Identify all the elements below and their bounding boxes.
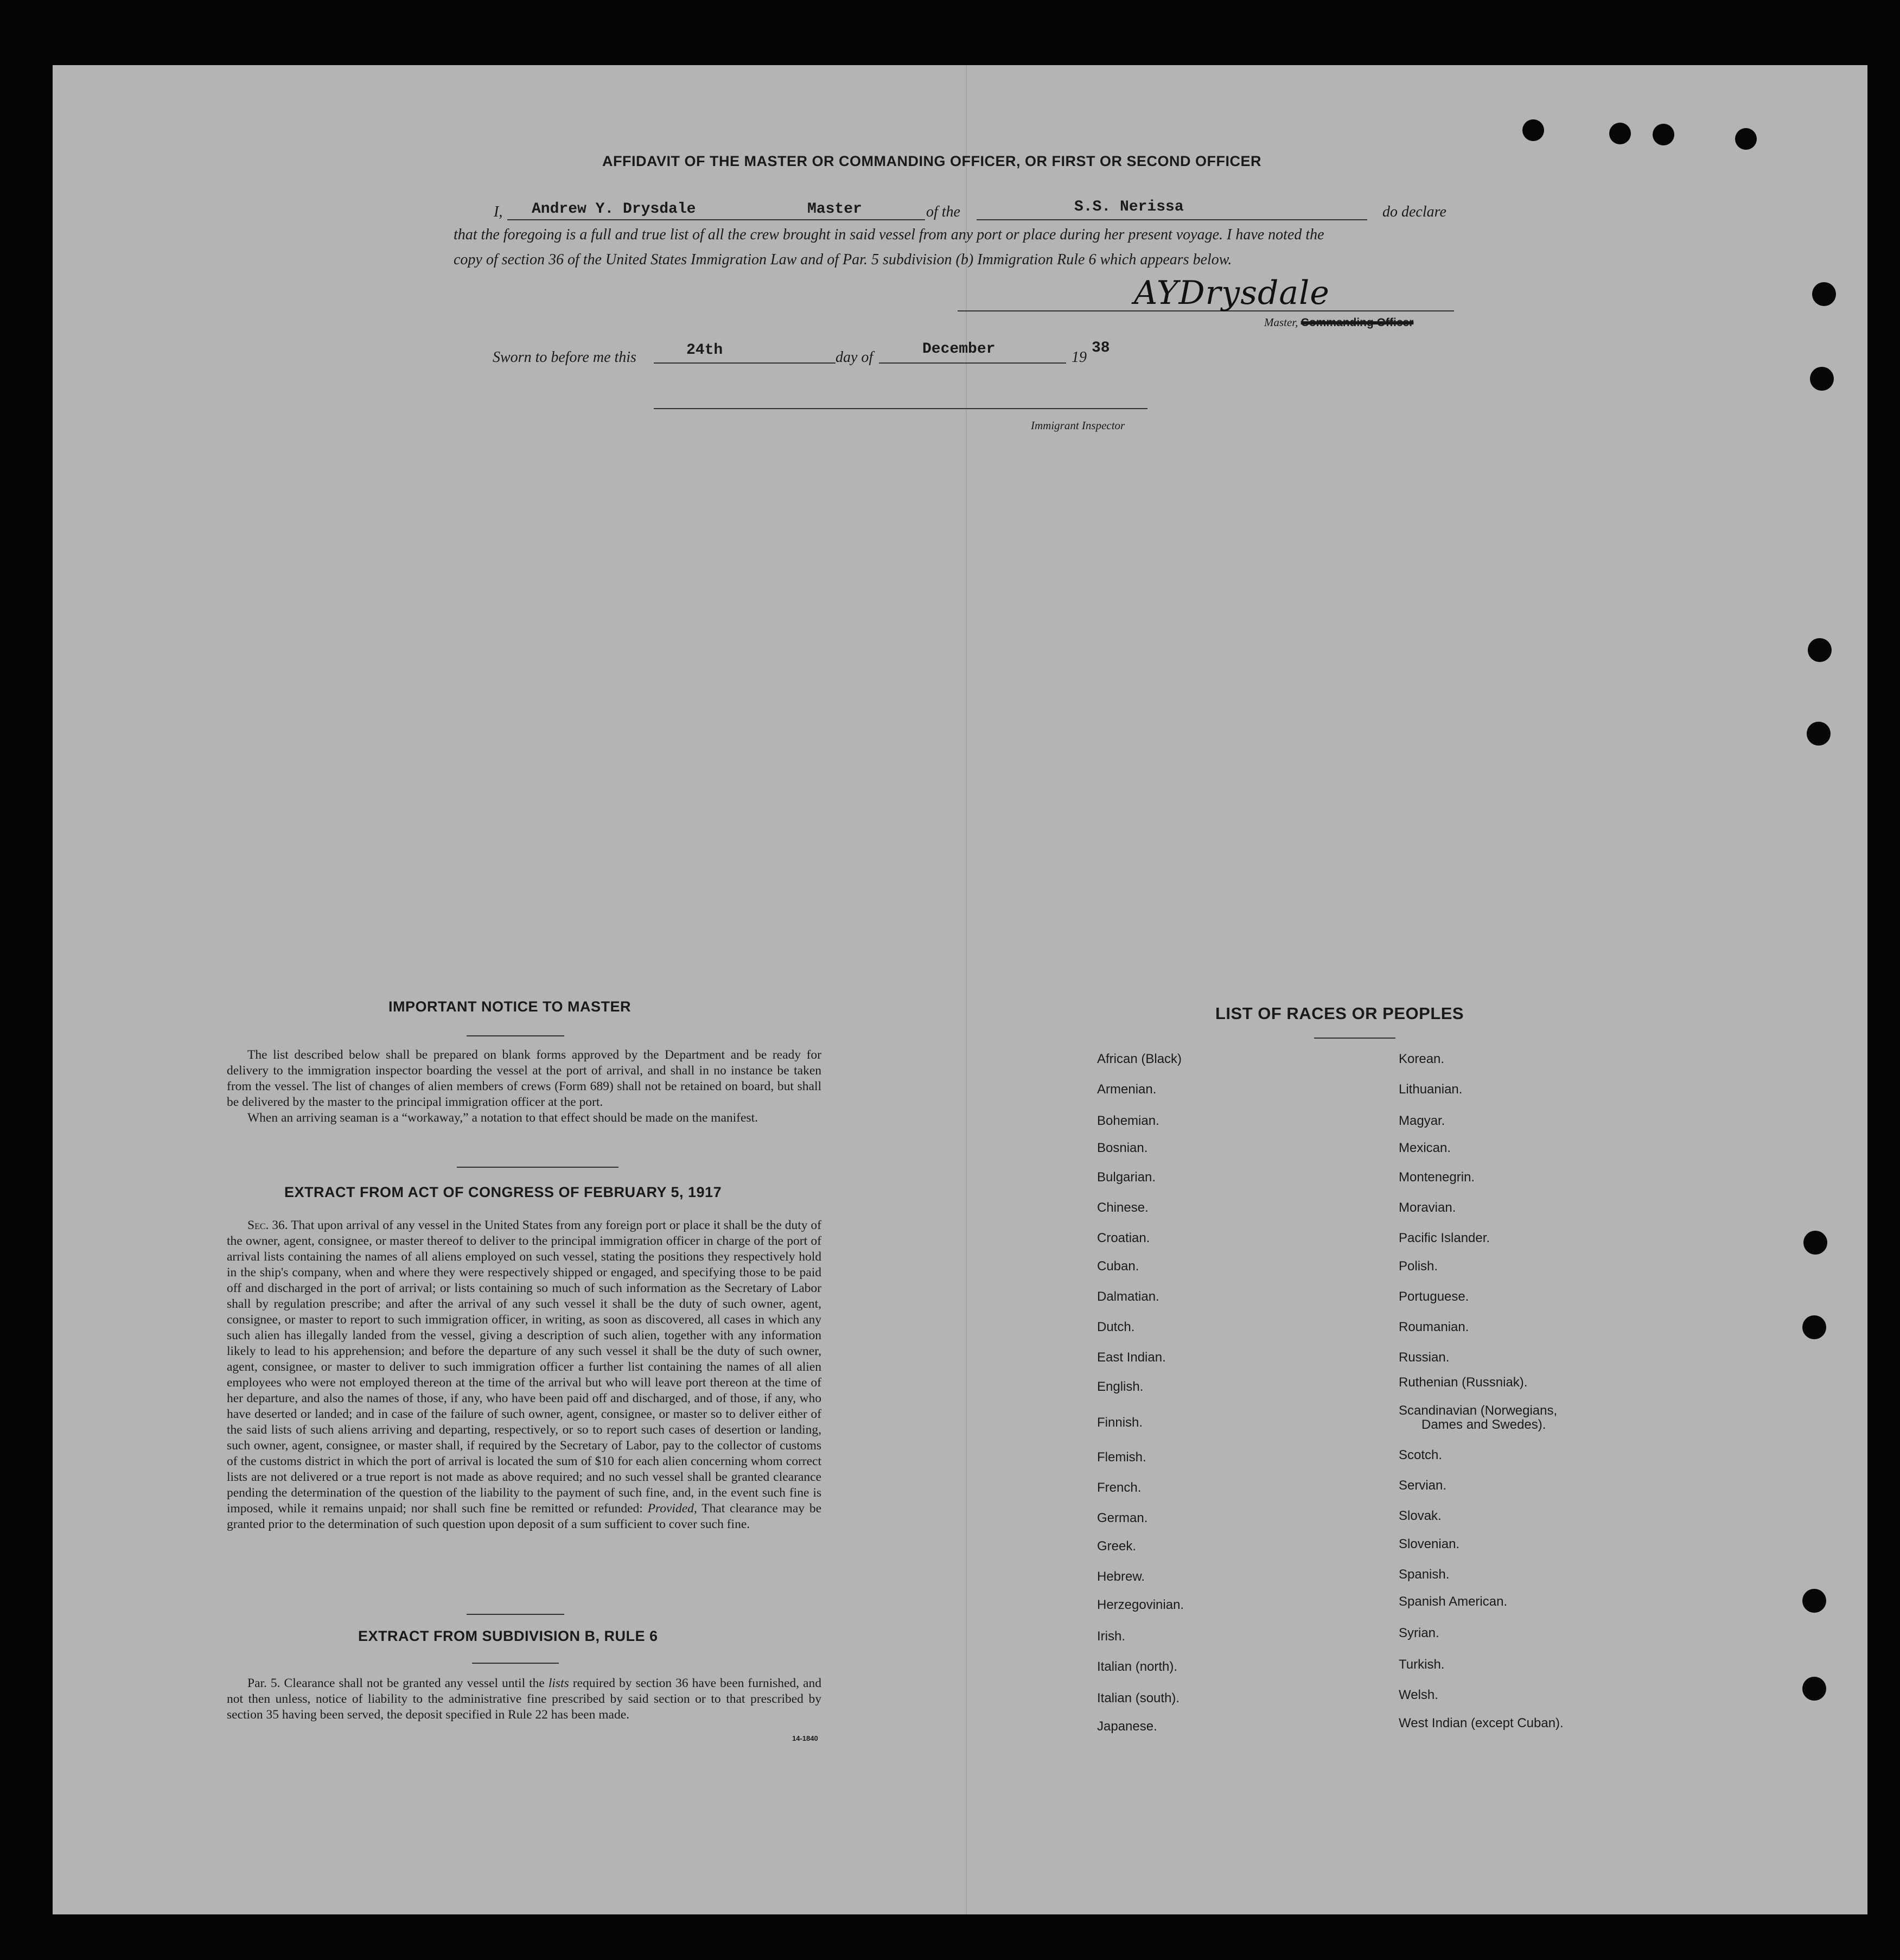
- race-item: Pacific Islander.: [1399, 1231, 1490, 1245]
- race-item: Moravian.: [1399, 1200, 1456, 1215]
- par-5-start: Par. 5. Clearance shall not be granted any vessel until the: [247, 1676, 545, 1690]
- punch-hole: [1802, 1589, 1826, 1613]
- race-item: Montenegrin.: [1399, 1170, 1475, 1185]
- race-item: Bulgarian.: [1097, 1170, 1156, 1185]
- race-item: Finnish.: [1097, 1415, 1143, 1430]
- punch-hole: [1802, 1315, 1826, 1339]
- race-item: Irish.: [1097, 1629, 1126, 1644]
- section-36-text: [227, 1218, 821, 1532]
- section-36-body: That upon arrival of any vessel in the United States from any foreign port or place it shall be the duty of the owner, agent, consignee, or master thereof to deliver to the principal immigration officer in charge of the port of arrival lists containing the names of all aliens employed on such vessel, stating the positions they respectively hold in the ship's company, when and where they were respectively shipped or engaged, and specifying those to be paid off and discharged in the port of arrival; or lists containing so much of such information as the Secretary of Labor shall by regulation prescribe; and after the arrival of any such vessel it shall be the duty of such owner, agent, consignee, or master to report to such immigration officer, in writing, as soon as discovered, all cases in which any such alien has illegally landed from the vessel, giving a description of such alien, together with any information likely to lead to his apprehension; and before the departure of any such vessel it shall be the duty of such owner, agent, consignee, or master to deliver to such immigration officer a further list containing the names of all alien employees who were not employed thereon at the time of the arrival but who will leave port thereon at the time of her departure, and also the names of those, if any, who have been paid off and discharged, and of those, if any, who have deserted or landed; and in case of the failure of such owner, agent, consignee, or master so to deliver either of the said lists of such aliens arriving and departing, respectively, or so to report such cases of desertion or landing, such owner, agent, consignee, or master shall, if required by the Secretary of Labor, pay to the collector of customs of the customs district in which the port of arrival is located the sum of $10 for each alien concerning whom correct lists are not delivered or a true report is not made as above required; and no such vessel shall be granted clearance pending the determination of the question of the liability to the payment of such fine, and, in the event such fine is imposed, while it remains unpaid; nor shall such fine be remitted or refunded:: [227, 1218, 822, 1516]
- race-item: Slovenian.: [1399, 1537, 1460, 1551]
- race-item: Slovak.: [1399, 1509, 1442, 1523]
- month-line: [879, 362, 1066, 364]
- race-item: Mexican.: [1399, 1141, 1451, 1155]
- notice-body: [227, 1047, 821, 1126]
- race-item: African (Black): [1097, 1052, 1182, 1066]
- race-item: Polish.: [1399, 1259, 1438, 1274]
- punch-hole: [1807, 722, 1831, 746]
- form-number: 14-1840: [792, 1734, 818, 1742]
- race-item: German.: [1097, 1511, 1148, 1525]
- master-signature: AYDrysdale: [1134, 274, 1330, 312]
- punch-hole: [1808, 638, 1832, 662]
- punch-hole: [1609, 123, 1631, 144]
- race-item: Hebrew.: [1097, 1569, 1145, 1584]
- punch-hole: [1810, 367, 1834, 391]
- race-item: Dutch.: [1097, 1320, 1135, 1334]
- year-prefix: 19: [1072, 349, 1087, 366]
- rule-extract-title: EXTRACT FROM SUBDIVISION B, RULE 6: [358, 1628, 658, 1644]
- divider: [1314, 1038, 1395, 1039]
- master-caption: Master,: [1264, 316, 1298, 329]
- race-item: Bosnian.: [1097, 1141, 1148, 1155]
- race-item: East Indian.: [1097, 1350, 1166, 1365]
- race-item: Scandinavian (Norwegians,: [1399, 1403, 1558, 1418]
- struck-caption: Commanding Officer: [1300, 316, 1414, 329]
- of-the-label: of the: [926, 203, 960, 220]
- race-item: Armenian.: [1097, 1082, 1157, 1097]
- race-item: Italian (north).: [1097, 1659, 1178, 1674]
- rank-value: Master: [807, 201, 862, 218]
- notice-paragraph: The list described below shall be prepared on blank forms approved by the Department and be ready for delivery to the immigration inspector boarding the vessel at the port of arrival, and shall in no instance be taken from the vessel. The list of changes of alien members of crews (Form 689) shall not be retained on board, but shall be delivered by the master to the principal immigration officer at the port.: [227, 1048, 821, 1109]
- notice-title: IMPORTANT NOTICE TO MASTER: [388, 998, 631, 1015]
- vessel-line: [977, 219, 1367, 220]
- race-item: Spanish.: [1399, 1567, 1450, 1582]
- race-item: West Indian (except Cuban).: [1399, 1716, 1564, 1730]
- race-item: Turkish.: [1399, 1657, 1445, 1672]
- race-item: Japanese.: [1097, 1719, 1157, 1734]
- month-value: December: [922, 341, 996, 358]
- race-item: Herzegovinian.: [1097, 1598, 1184, 1612]
- signature-caption: [1264, 316, 1413, 329]
- race-item: Korean.: [1399, 1052, 1445, 1066]
- provided-word: Provided,: [647, 1501, 697, 1516]
- race-item: Russian.: [1399, 1350, 1450, 1365]
- race-item: Spanish American.: [1399, 1594, 1508, 1609]
- race-item: Italian (south).: [1097, 1691, 1180, 1706]
- punch-hole: [1803, 1231, 1827, 1255]
- par-5-text: [227, 1676, 821, 1723]
- race-item: Dames and Swedes).: [1421, 1417, 1546, 1432]
- section-36-end: That clearance may be granted prior to the determination of such question upon deposit of a sum sufficient to cover such fine.: [227, 1501, 821, 1531]
- vessel-value: S.S. Nerissa: [1074, 199, 1184, 215]
- inspector-caption: Immigrant Inspector: [1031, 419, 1125, 432]
- punch-hole: [1522, 119, 1544, 141]
- day-of-label: day of: [836, 349, 874, 366]
- race-item: Lithuanian.: [1399, 1082, 1463, 1097]
- race-item: Welsh.: [1399, 1688, 1438, 1702]
- race-item: Scotch.: [1399, 1448, 1443, 1462]
- race-item: Flemish.: [1097, 1450, 1146, 1465]
- do-declare-label: do declare: [1382, 203, 1446, 220]
- punch-hole: [1812, 282, 1836, 306]
- day-value: 24th: [686, 342, 723, 359]
- inspector-line: [654, 408, 1147, 409]
- section-label: Sec. 36.: [247, 1218, 288, 1232]
- divider: [472, 1663, 559, 1664]
- divider: [467, 1035, 564, 1036]
- race-item: English.: [1097, 1379, 1144, 1394]
- divider: [457, 1167, 619, 1168]
- affidavit-line-2: that the foregoing is a full and true list of all the crew brought in said vessel from any port or place during her present voyage. I have noted the: [454, 226, 1324, 243]
- day-line: [654, 362, 836, 364]
- master-name-value: Andrew Y. Drysdale: [532, 201, 696, 218]
- races-title: LIST OF RACES OR PEOPLES: [1215, 1004, 1464, 1023]
- race-item: French.: [1097, 1480, 1142, 1495]
- race-item: Croatian.: [1097, 1231, 1150, 1245]
- lists-word: lists: [548, 1676, 569, 1690]
- punch-hole: [1735, 128, 1757, 150]
- i-label: I,: [494, 203, 503, 220]
- race-item: Greek.: [1097, 1539, 1137, 1554]
- race-item: Ruthenian (Russniak).: [1399, 1375, 1528, 1390]
- divider: [467, 1614, 564, 1615]
- par-5-end: required by section 36 have been furnished, and not then unless, notice of liability to the administrative fine prescribed by said section or to that prescribed by section 35 having been served, the deposit specified in Rule 22 has been made.: [227, 1676, 821, 1722]
- race-item: Servian.: [1399, 1478, 1447, 1493]
- race-item: Portuguese.: [1399, 1289, 1469, 1304]
- notice-paragraph: When an arriving seaman is a “workaway,” a notation to that effect should be made on the manifest.: [247, 1111, 758, 1125]
- sworn-label: Sworn to before me this: [493, 349, 636, 366]
- punch-hole: [1653, 124, 1674, 145]
- race-item: Chinese.: [1097, 1200, 1149, 1215]
- race-item: Dalmatian.: [1097, 1289, 1159, 1304]
- act-extract-title: EXTRACT FROM ACT OF CONGRESS OF FEBRUARY 5, 1917: [284, 1184, 722, 1200]
- race-item: Magyar.: [1399, 1113, 1445, 1128]
- year-value: 38: [1092, 340, 1110, 357]
- name-line: [507, 219, 925, 220]
- affidavit-line-3: copy of section 36 of the United States Immigration Law and of Par. 5 subdivision (b) Immigration Rule 6 which appears below.: [454, 251, 1232, 268]
- punch-hole: [1802, 1677, 1826, 1701]
- race-item: Roumanian.: [1399, 1320, 1469, 1334]
- race-item: Cuban.: [1097, 1259, 1139, 1274]
- race-item: Syrian.: [1399, 1626, 1439, 1640]
- affidavit-title: AFFIDAVIT OF THE MASTER OR COMMANDING OFFICER, OR FIRST OR SECOND OFFICER: [602, 153, 1261, 169]
- race-item: Bohemian.: [1097, 1113, 1159, 1128]
